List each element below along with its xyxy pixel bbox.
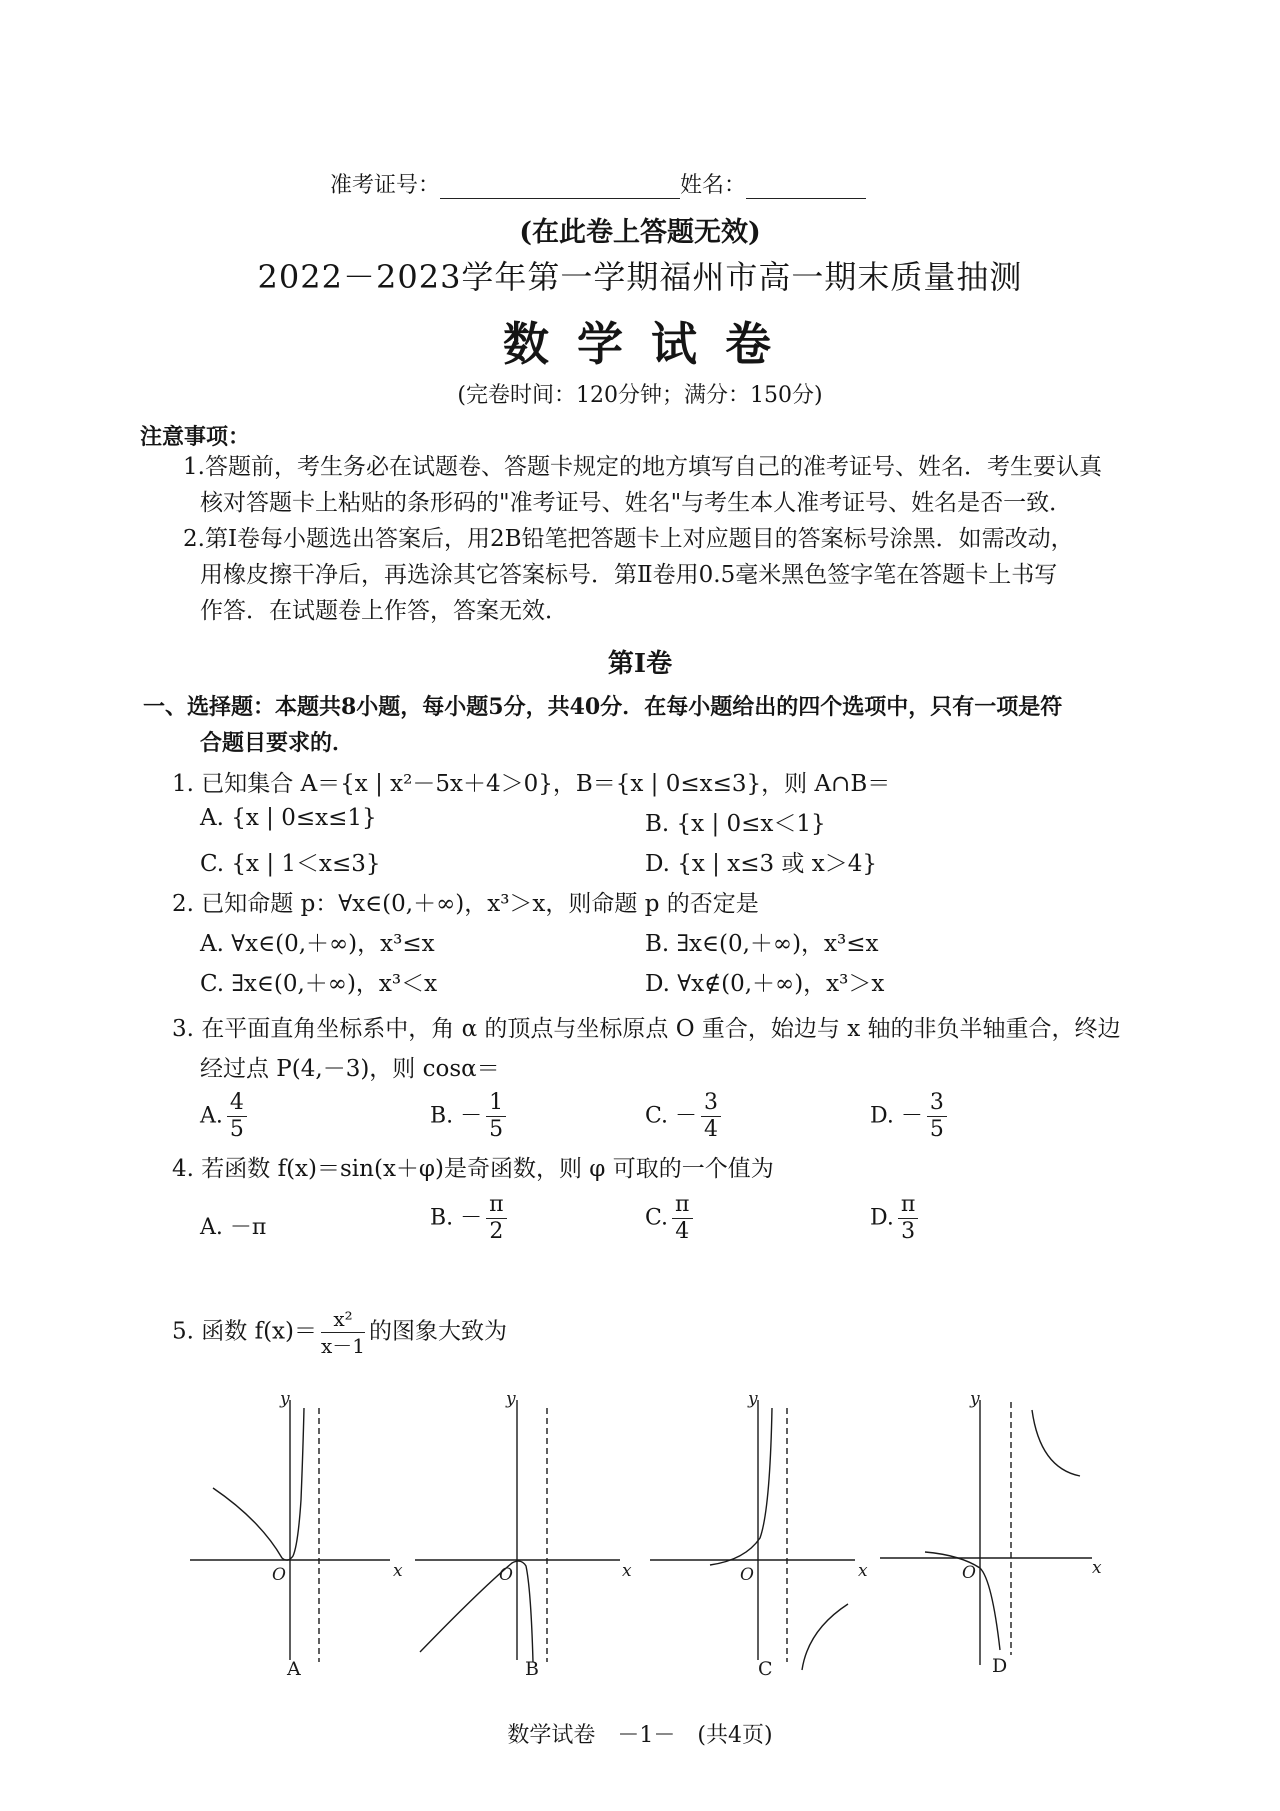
q4-option-b-denominator: 2 [489,1219,504,1244]
graph-c-curve-right [802,1604,848,1670]
graph-b-origin: O [499,1565,513,1585]
q5-stem-suffix: 的图象大致为 [369,1318,508,1345]
graph-b-y-label: y [506,1389,516,1409]
q4-option-b [430,1192,511,1245]
q3-option-d [870,1090,951,1143]
exam-title: 2022－2023学年第一学期福州市高一期末质量抽测 [257,258,1023,296]
time-info: (完卷时间：120分钟；满分：150分) [457,383,823,408]
graph-a-origin: O [272,1565,286,1585]
q4-option-c [645,1192,697,1245]
graph-c-origin: O [740,1565,754,1585]
q3-option-c [645,1090,725,1143]
q1-option-a: A. {x | 0≤x≤1} [200,805,377,831]
graph-c-x-label: x [858,1561,868,1581]
q4-stem: 4. 若函数 f(x)＝sin(x＋φ)是奇函数，则 φ 可取的一个值为 [172,1156,774,1182]
q5-stem-prefix: 5. 函数 f(x)＝ [172,1318,317,1345]
q2-option-b: B. ∃x∈(0,＋∞)，x³≤x [645,931,879,957]
graph-d-curve-right [1032,1410,1080,1476]
q3-option-b-numerator: 1 [486,1090,506,1117]
candidate-id-blank [440,198,680,199]
graph-d-y-label: y [970,1389,980,1409]
q5-graphs [180,1380,1110,1680]
q3-option-b [430,1090,510,1143]
q2-option-c: C. ∃x∈(0,＋∞)，x³＜x [200,971,438,997]
graph-a [190,1400,390,1662]
notice-item2-line3: 作答．在试题卷上作答，答案无效． [200,598,568,624]
q3-option-a [200,1090,251,1143]
graph-d-x-label: x [1092,1558,1102,1578]
q2-option-a: A. ∀x∈(0,＋∞)，x³≤x [200,931,435,957]
q1-option-c: C. {x | 1＜x≤3} [200,851,381,877]
part1-title: 第Ⅰ卷 [607,649,673,679]
notice-item1-line2: 核对答题卡上粘贴的条形码的"准考证号、姓名"与考生本人准考证号、姓名是否一致． [200,490,1073,516]
q3-option-c-denominator: 4 [704,1117,719,1142]
candidate-id-label: 准考证号： [330,173,441,198]
notice-item2-line1: 2.第Ⅰ卷每小题选出答案后，用2B铅笔把答题卡上对应题目的答案标号涂黑．如需改动， [183,526,1074,552]
q3-option-a-numerator: 4 [227,1090,247,1117]
graph-a-label: A [287,1658,301,1680]
q3-option-b-denominator: 5 [489,1117,504,1142]
graph-b-label: B [525,1658,539,1680]
graph-b-curve [420,1561,533,1662]
graph-b-x-label: x [622,1561,632,1581]
q3-option-c-numerator: 3 [701,1090,721,1117]
q3-stem-line2: 经过点 P(4,－3)，则 cosα＝ [200,1056,500,1082]
q3-option-d-denominator: 5 [929,1117,944,1142]
q1-option-b: B. {x | 0≤x＜1} [645,811,826,837]
page-footer: 数学试卷 －1－ (共4页) [507,1723,773,1748]
q2-stem: 2. 已知命题 p：∀x∈(0,＋∞)，x³＞x，则命题 p 的否定是 [172,891,759,917]
graph-c-y-label: y [748,1389,758,1409]
q4-option-d-numerator: π [898,1192,918,1219]
q4-option-d [870,1192,922,1245]
q4-option-d-label: D. [870,1205,894,1231]
q5-stem [172,1306,507,1359]
graph-a-y-label: y [280,1389,290,1409]
q4-option-b-label: B. － [430,1205,483,1231]
q3-stem-line1: 3. 在平面直角坐标系中，角 α 的顶点与坐标原点 O 重合，始边与 x 轴的非负半轴重合，终边 [172,1016,1121,1042]
graph-c-label: C [758,1658,773,1680]
q3-option-b-label: B. － [430,1103,483,1129]
name-label: 姓名： [680,173,747,198]
q3-option-c-label: C. － [645,1103,698,1129]
graph-c-curve-left [710,1408,772,1565]
q4-option-d-denominator: 3 [901,1219,916,1244]
q5-fraction-denominator: x－1 [321,1334,366,1358]
q4-option-b-numerator: π [486,1192,506,1219]
q5-fraction-numerator: x² [321,1306,365,1333]
q4-option-c-label: C. [645,1205,669,1231]
q4-option-c-numerator: π [672,1192,692,1219]
q2-option-d: D. ∀x∉(0,＋∞)，x³＞x [645,971,885,997]
q1-option-d: D. {x | x≤3 或 x＞4} [645,851,877,877]
section1-line2: 合题目要求的． [200,730,355,756]
section1-line1: 一、选择题：本题共8小题，每小题5分，共40分．在每小题给出的四个选项中，只有一项是符 [143,694,1063,720]
notice-item1-line1: 1.答题前，考生务必在试题卷、答题卡规定的地方填写自己的准考证号、姓名．考生要认真 [183,454,1102,480]
graph-b [415,1400,620,1662]
q3-option-d-label: D. － [870,1103,923,1129]
q3-option-a-label: A. [200,1103,223,1129]
notice-heading: 注意事项： [140,424,251,450]
name-blank [746,198,866,199]
graph-a-x-label: x [393,1561,403,1581]
q4-option-c-denominator: 4 [675,1219,690,1244]
q3-option-a-denominator: 5 [229,1117,244,1142]
q3-option-d-numerator: 3 [927,1090,947,1117]
subject-title: 数 学 试 卷 [502,317,778,371]
graph-d-label: D [992,1655,1008,1677]
candidate-id-row [330,168,866,199]
notice-item2-line2: 用橡皮擦干净后，再选涂其它答案标号．第Ⅱ卷用0.5毫米黑色签字笔在答题卡上书写 [200,562,1058,588]
graph-d-origin: O [962,1563,976,1583]
graph-d [880,1400,1092,1665]
q4-option-a: A. －π [200,1215,267,1240]
graph-c [650,1400,855,1670]
invalid-note: (在此卷上答题无效) [519,217,761,248]
q1-stem: 1. 已知集合 A＝{x | x²－5x＋4＞0}，B＝{x | 0≤x≤3}，则 A∩B＝ [172,771,891,797]
